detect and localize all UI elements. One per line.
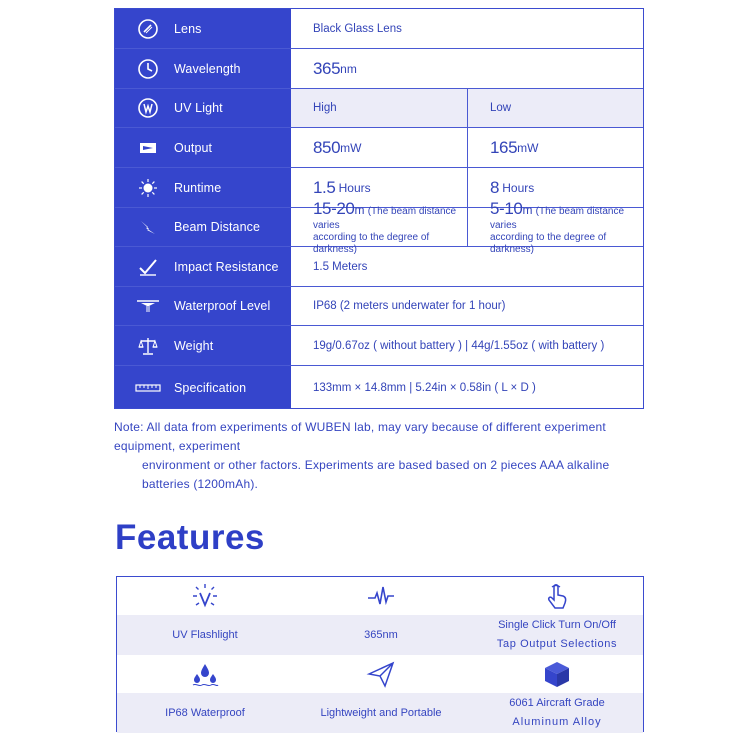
lens-icon [137, 18, 159, 40]
spec-row-uv-light [115, 89, 643, 128]
spec-row-beam-distance [115, 198, 643, 255]
spec-row-impact [115, 247, 643, 287]
spec-row-weight [115, 326, 643, 366]
feature-aluminum [469, 693, 645, 733]
note-line-2: environment or other factors. Experiments are based based on 2 pieces AAA alkaline batteries (1200mAh). [142, 458, 610, 491]
spec-label-uv-light: UV Light [174, 101, 223, 115]
feature-single-click [469, 615, 645, 655]
beam-high-unit: m [354, 202, 365, 217]
spec-value-specification: 133mm × 14.8mm | 5.24in × 0.58in ( L × D ) [313, 381, 536, 394]
feature-uv-flashlight: UV Flashlight [172, 628, 238, 641]
spec-table [114, 8, 644, 409]
feature-single-click-line-2: Tap Output Selections [496, 638, 618, 650]
wavelength-number: 365 [313, 58, 341, 78]
waveform-icon [293, 577, 469, 615]
spec-row-output [115, 128, 643, 168]
paper-plane-icon [293, 655, 469, 693]
tap-hand-icon [469, 577, 645, 615]
spec-value-impact: 1.5 Meters [313, 260, 368, 273]
beam-low-note-a: (The beam distance varies [490, 205, 625, 231]
spec-label-waterproof: Waterproof Level [174, 299, 271, 313]
lab-note [114, 418, 654, 494]
feature-single-click-line-1: Single Click Turn On/Off [498, 619, 616, 631]
sun-icon [137, 177, 159, 199]
spec-value-weight: 19g/0.67oz ( without battery ) | 44g/1.55oz ( with battery ) [313, 339, 605, 352]
runtime-low-number: 8 [490, 177, 500, 197]
beam-high-number: 15-20 [313, 198, 355, 218]
uv-circle-icon [137, 97, 159, 119]
spec-row-wavelength [115, 49, 643, 89]
underwater-icon [135, 295, 161, 317]
feature-aluminum-line-2: Aluminum Alloy [512, 716, 602, 728]
scale-icon [137, 335, 159, 357]
ruler-icon [135, 377, 161, 399]
wavelength-unit: nm [340, 61, 357, 76]
spec-label-runtime: Runtime [174, 180, 222, 195]
feature-ip68: IP68 Waterproof [165, 706, 245, 719]
spec-label-specification: Specification [174, 380, 247, 395]
clock-icon [137, 58, 159, 80]
runtime-low-unit: Hours [502, 180, 535, 195]
spec-value-lens: Black Glass Lens [313, 22, 402, 35]
uv-high: High [291, 89, 468, 127]
output-high-unit: mW [340, 140, 362, 155]
output-low-number: 165 [490, 137, 518, 157]
drop-test-icon [137, 256, 159, 278]
feature-lightweight: Lightweight and Portable [320, 706, 442, 719]
uv-flashlight-icon [117, 577, 293, 615]
beam-low-number: 5-10 [490, 198, 523, 218]
note-line-1: Note: All data from experiments of WUBEN lab, may vary because of different experiment equipment, experiment [114, 420, 606, 453]
water-drops-icon [117, 655, 293, 693]
runtime-high-number: 1.5 [313, 177, 336, 197]
spec-label-output: Output [174, 140, 213, 155]
lightning-icon [137, 216, 159, 238]
beam-high-note-a: (The beam distance varies [313, 205, 457, 231]
feature-aluminum-line-1: 6061 Aircraft Grade [509, 697, 605, 709]
beam-low [468, 198, 645, 255]
uv-low: Low [490, 102, 512, 114]
features-heading: Features [115, 518, 265, 557]
beam-output-icon [137, 137, 159, 159]
spec-label-lens: Lens [174, 21, 202, 36]
spec-value-waterproof: IP68 (2 meters underwater for 1 hour) [313, 300, 506, 312]
beam-low-note-b: according to the degree of darkness) [490, 231, 607, 255]
spec-row-lens [115, 9, 643, 49]
cube-icon [469, 655, 645, 693]
features-table [116, 576, 644, 732]
beam-high-note-b: according to the degree of darkness) [313, 231, 430, 255]
spec-row-waterproof [115, 287, 643, 326]
output-high [291, 128, 468, 167]
feature-365nm: 365nm [364, 628, 398, 641]
spec-row-specification [115, 366, 643, 409]
spec-value-wavelength [291, 49, 645, 88]
output-high-number: 850 [313, 137, 341, 157]
runtime-high-unit: Hours [338, 180, 371, 195]
spec-label-weight: Weight [174, 338, 214, 353]
spec-label-wavelength: Wavelength [174, 61, 241, 76]
output-low-unit: mW [517, 140, 539, 155]
beam-high [291, 198, 468, 255]
spec-label-impact: Impact Resistance [174, 259, 279, 274]
spec-label-beam-distance: Beam Distance [174, 220, 261, 234]
beam-low-unit: m [522, 202, 533, 217]
output-low [468, 128, 645, 167]
